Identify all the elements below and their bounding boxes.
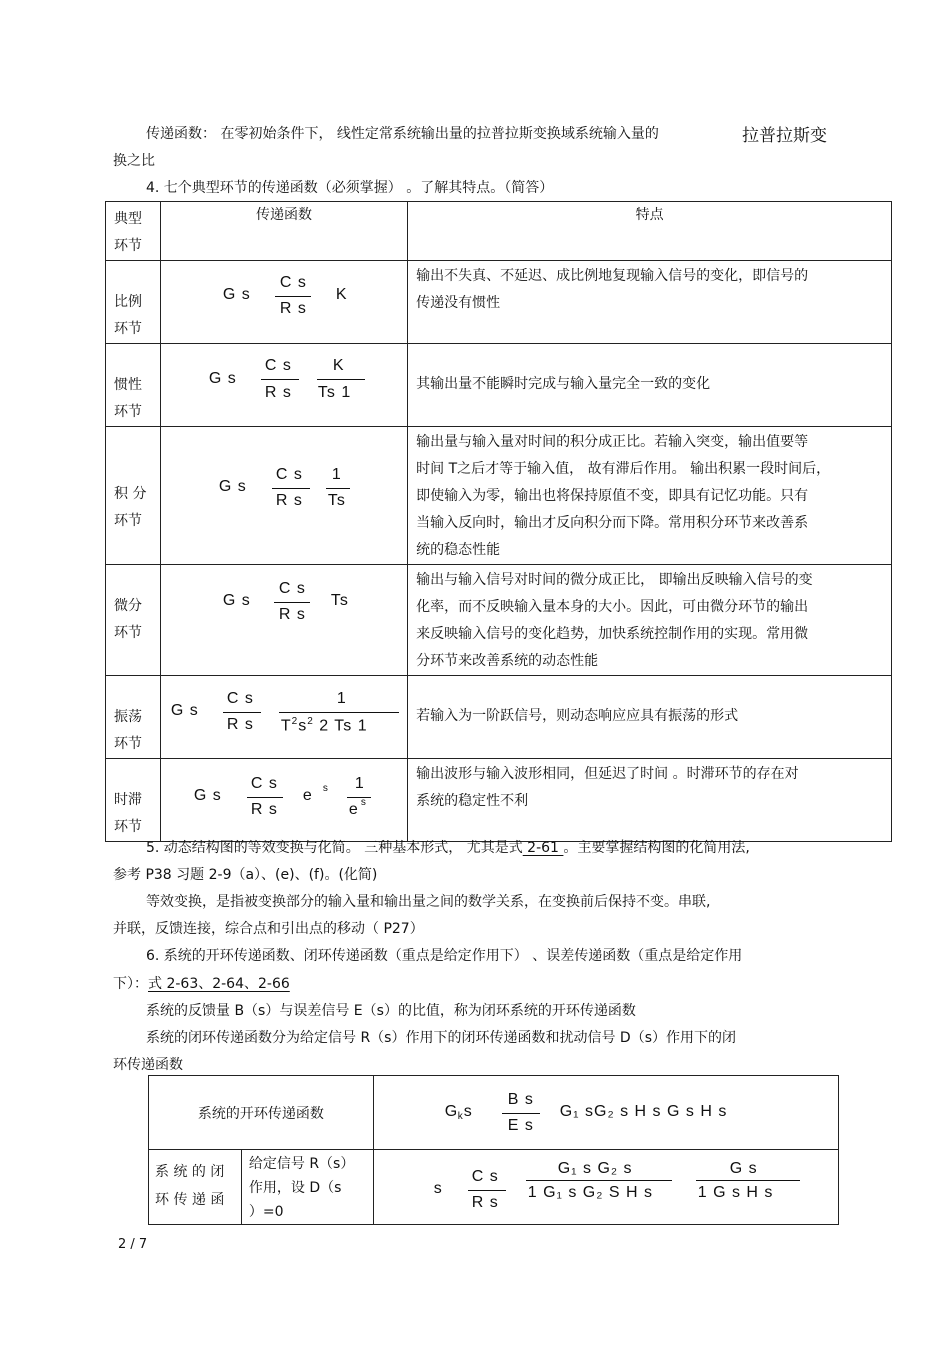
table-row: 惯性 环节 G s C s R s K Ts 1 其输出量不能瞬时完成与输入量完全一致的变化 [106,344,892,427]
header-name: 典型 环节 [106,202,161,261]
feature-cell: 输出与输入信号对时间的微分成正比， 即输出反映输入信号的变 化率，而不反映输入量本身的大小。因此，可由微分环节的输出 来反映输入信号的变化趋势，加快系统控制作用的实现。常用微 分环节来改善系统的动态性能 [408,565,892,676]
transfer-function-table [148,1075,839,1225]
table-row: 积 分 环节 G s C s R s 1 Ts 输出量与输入量对时间的积分成正比。若输入突变，输出值要等 时间 T之后才等于输入值， 故有滞后作用。 输出积累一段时间后， 即使输入为零，输出也将保持原值不变，即具有记忆功能。只有 当输入反向时，输出才反向积分而下降。常用积分环节来改善系 统的稳态性能 [106,427,892,565]
formula-cell: G s C s R s K Ts 1 [160,344,407,427]
formula-cell: G s C s R s K [160,261,407,344]
oscillation-denominator: $T^2s^2$ 2 Ts 1 [280,716,368,735]
table-row: 微分 环节 G s C s R s Ts 输出与输入信号对时间的微分成正比， 即输出反映输入信号的变 化率，而不反映输入量本身的大小。因此，可由微分环节的输出 来反映输入信号的变化趋势，加快系统控制作用的实现。常用微 分环节来改善系统的动态性能 [106,565,892,676]
table-row: 振荡 环节 G s C s R s 1 $T^2s^2$ 2 Ts 1 若输入为一阶跃信号，则动态响应应具有振荡的形式 [106,676,892,759]
feature-cell: 输出波形与输入波形相同，但延迟了时间 。时滞环节的存在对 系统的稳定性不利 [408,759,892,842]
closed-loop-formula-cell: s C s R s G₁ s G₂ s 1 G₁ s G₂ S H s G s 1 G s H s [373,1150,838,1225]
feature-cell: 输出不失真、不延迟、成比例地复现输入信号的变化，即信号的 传递没有惯性 [408,261,892,344]
section5-line3: 等效变换，是指被变换部分的输入量和输出量之间的数学关系，在变换前后保持不变。串联, [146,894,711,910]
section6-line4: 系统的闭环传递函数分为给定信号 R（s）作用下的闭环传递函数和扰动信号 D（s）作用下的闭 [146,1030,736,1046]
feature-cell: 输出量与输入量对时间的积分成正比。若输入突变，输出值要等 时间 T之后才等于输入值， 故有滞后作用。 输出积累一段时间后， 即使输入为零，输出也将保持原值不变，即具有记忆功能。只有 当输入反向时，输出才反向积分而下降。常用积分环节来改善系 统的稳态性能 [408,427,892,565]
formula-cell: G s C s R s 1 $T^2s^2$ 2 Ts 1 [160,676,407,759]
typical-elements-table [105,201,892,842]
intro-line2: 换之比 [113,153,155,169]
intro-text: 传递函数： 在零初始条件下， 线性定常系统输出量的拉普拉斯变换域系统输入量的 [146,126,659,142]
formula-cell: G s C s R s e s 1 e s [160,759,407,842]
section5-line2: 参考 P38 习题 2-9（a）、(e)、(f)。(化简) [113,867,378,883]
section6-line5: 环传递函数 [113,1057,183,1073]
open-loop-formula-cell: G k s B s E s G₁ sG₂ s H s G s H s [373,1076,838,1150]
formula-cell: G s C s R s 1 Ts [160,427,407,565]
feature-cell: 若输入为一阶跃信号，则动态响应应具有振荡的形式 [408,676,892,759]
section5-line4: 并联，反馈连接，综合点和引出点的移动（ P27） [113,921,424,937]
page-number: 2 / 7 [118,1237,148,1252]
section4-title: 4. 七个典型环节的传递函数（必须掌握） 。了解其特点。（简答） [146,180,554,196]
section6-line3: 系统的反馈量 B（s）与误差信号 E（s）的比值，称为闭环系统的开环传递函数 [146,1003,636,1019]
intro-big-text: 拉普拉斯变 [742,126,827,146]
table-row [149,1076,839,1150]
feature-cell: 其输出量不能瞬时完成与输入量完全一致的变化 [408,344,892,427]
open-loop-label-cell: 系统的开环传递函数 [149,1076,374,1150]
section6-line2: 下）：式 2-63、2-64、2-66 [113,976,290,992]
section5-line1: 5. 动态结构图的等效变换与化简。 三种基本形式， 尤其是式 2-61 。主要掌握结构图的化简用法, [146,840,750,856]
section6-line1: 6. 系统的开环传递函数、闭环传递函数（重点是给定作用下） 、误差传递函数（重点是给定作用 [146,948,743,964]
table-row [149,1150,839,1225]
header-func: 传递函数 [160,202,407,261]
table-row: 比例 环节 G s C s R s K 输出不失真、不延迟、成比例地复现输入信号的变化，即信号的 传递没有惯性 [106,261,892,344]
formula-cell: G s C s R s Ts [160,565,407,676]
header-feat: 特点 [408,202,892,261]
closed-loop-condition-cell: 给定信号 R（s） 作用，设 D（s ）=0 [241,1150,373,1225]
intro-line1 [146,123,659,143]
closed-loop-label-cell: 系 统 的 闭 环 传 递 函 [149,1150,242,1225]
table-row: 时滞 环节 G s C s R s e s 1 e s 输出波形与输入波形相同，但延迟了时间 。时滞环节的存在对 系统的稳定性不利 [106,759,892,842]
